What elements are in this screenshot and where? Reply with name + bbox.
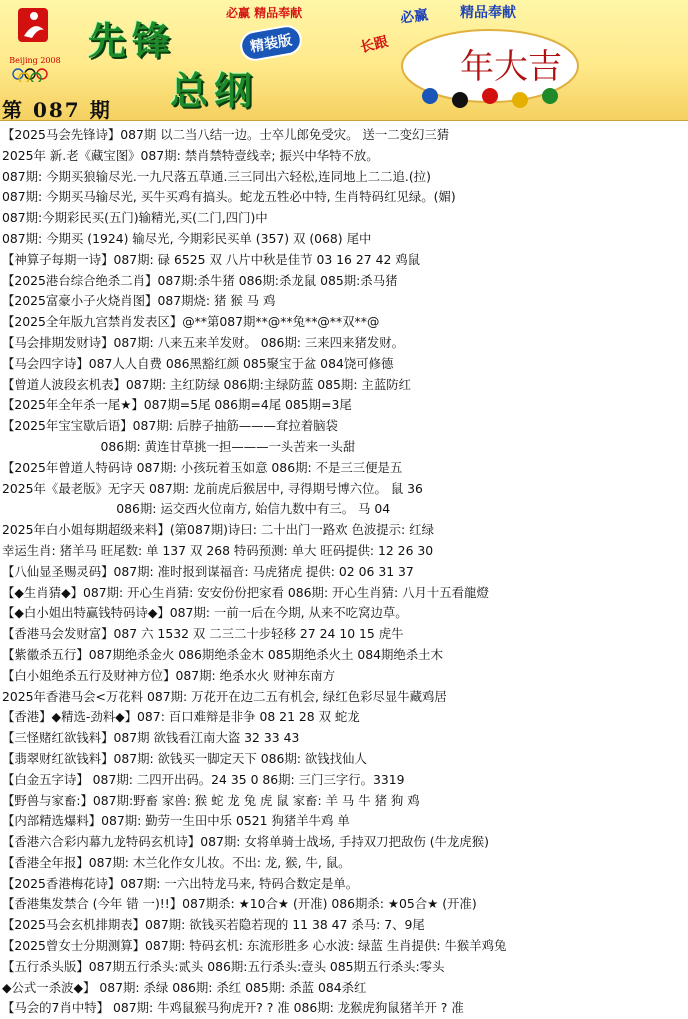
text-line: 【野兽与家畜:】087期:野畜 家兽: 猴 蛇 龙 兔 虎 鼠 家畜: 羊 马 牛 猪 狗 鸡 — [2, 792, 420, 808]
motto-right: 精品奉献 — [460, 5, 516, 21]
text-line: 【白金五字诗】 087期: 二四开出码。24 35 0 86期: 三门三字行。3319 — [2, 771, 405, 787]
title-line-2: 总纲 — [170, 68, 259, 113]
slogan: 长跟 — [358, 33, 390, 57]
text-line: 087期:今期彩民买(五门)输精光,买(二门,四门)中 — [2, 210, 268, 226]
text-line: 【曾道人波段玄机表】087期: 主红防绿 086期:主绿防蓝 085期: 主蓝防红 — [2, 376, 411, 392]
text-line: 【2025富豪小子火烧肖图】087期烧: 猪 猴 马 鸡 — [2, 293, 276, 309]
title-line-1: 先锋 — [88, 18, 177, 63]
text-line: 【香港全年报】087期: 木兰化作女儿妆。不出: 龙, 猴, 牛, 鼠。 — [2, 854, 351, 870]
text-line: 【内部精选爆料】087期: 勤劳一生田中乐 0521 狗猪羊牛鸡 单 — [2, 813, 350, 829]
text-line: 【马会四字诗】087人人自费 086黑豁红颜 085聚宝于盆 084饶可修德 — [2, 355, 394, 371]
text-line: 2025年白小姐每期超级来料】(第087期)诗曰: 二十出门一路欢 色波提示: 红绿 — [2, 522, 434, 538]
text-line: 【香港六合彩内幕九龙特码玄机诗】087期: 女将单骑士战场, 手持双刀把敌伤 (牛龙虎猴) — [2, 834, 489, 850]
prediction-lines — [0, 121, 688, 1019]
text-line: 【2025全年版九宫禁肖发表区】@**第087期**@**兔**@**双**@ — [2, 314, 380, 330]
text-line: 【紫徽杀五行】087期绝杀金火 086期绝杀金木 085期绝杀火土 084期绝杀土木 — [2, 646, 443, 662]
text-line: 【香港】◆精选-劲料◆】087: 百口难辩是非争 08 21 28 双 蛇龙 — [2, 709, 360, 725]
text-line: 【神算子每期一诗】087期: 碌 6525 双 八片中秋是佳节 03 16 27 42 鸡鼠 — [2, 251, 421, 267]
issue-number: 087 — [32, 98, 81, 121]
text-line: 087期: 今期买狼输尽光.一九尺落五草通.三三同出六轻松,连同地上二二追.(拉) — [2, 168, 431, 184]
olympic-rings-icon — [10, 68, 70, 82]
text-line: 【2025年全年杀一尾★】087期=5尾 086期=4尾 085期=3尾 — [2, 397, 352, 413]
text-line: 幸运生肖: 猪羊马 旺尾数: 单 137 双 268 特码预测: 单大 旺码提供: 12 26 30 — [2, 542, 434, 558]
text-line: 2025年 新.老《藏宝图》087期: 禁肖禁特壹线幸; 振兴中华特不放。 — [2, 147, 379, 163]
text-line: 【2025曾女士分期测算】087期: 特码玄机: 东流形胜多 心水波: 绿蓝 生肖提供: 牛猴羊鸡兔 — [2, 938, 507, 954]
text-line: 【翡翠财红欲钱料】087期: 欲钱买一脚定天下 086期: 欲钱找仙人 — [2, 750, 367, 766]
edition-badge: 精装版 — [238, 23, 304, 63]
text-line: 【五行杀头版】087期五行杀头:贰头 086期:五行杀头:壹头 085期五行杀头:零头 — [2, 958, 445, 974]
text-line: 【香港集发禁合 (今年 错 一)!!】087期杀: ★10合★ (开准) 086期杀: ★05合★ (开准) — [2, 896, 477, 912]
text-line: 【三怪赌红欲钱料】087期 欲钱看江南大盗 32 33 43 — [2, 730, 300, 746]
text-line: 【香港马会发财富】087 六 1532 双 二三二十步轻移 27 24 10 15 虎牛 — [2, 626, 404, 642]
text-line: 【◆生肖猜◆】087期: 开心生肖猜: 安安份份把家看 086期: 开心生肖猜: 八月十五看龍燈 — [2, 584, 489, 600]
text-line: 【◆白小姐出特赢钱特码诗◆】087期: 一前一后在今期, 从来不吃窝边草。 — [2, 605, 408, 621]
text-line: 087期: 今期买马输尽光, 买牛买鸡有搞头。蛇龙五牲必中特, 生肖特码红见绿。(媚) — [2, 189, 456, 205]
text-line: 【2025马会玄机排期表】087期: 欲钱买若隐若现的 11 38 47 杀马: 7、9尾 — [2, 917, 425, 933]
issue-suffix: 期 — [89, 98, 112, 121]
tagline: 必赢 精品奉献 — [226, 6, 303, 20]
text-line: 087期: 今期买 (1924) 输尽光, 今期彩民买单 (357) 双 (068) 尾中 — [2, 230, 372, 246]
motto-left: 必赢 — [399, 7, 430, 27]
text-line: 【八仙显圣赐灵码】087期: 准时报到谋福音: 马虎猪虎 提供: 02 06 31 37 — [2, 563, 414, 579]
header-banner — [0, 0, 688, 121]
issue-prefix: 第 — [2, 98, 24, 121]
text-line: ◆公式一杀波◆】 087期: 杀绿 086期: 杀红 085期: 杀蓝 084杀红 — [2, 979, 367, 995]
text-line: 086期: 运交西火位南方, 始信九数中有三。 马 04 — [2, 501, 391, 517]
text-line: 【白小姐绝杀五行及财神方位】087期: 绝杀水火 财神东南方 — [2, 667, 336, 683]
art-caption: 年大吉 — [460, 47, 562, 87]
text-line: 086期: 黄连甘草挑一担———一头苦来一头甜 — [2, 438, 356, 454]
text-line: 【2025港台综合绝杀二肖】087期:杀牛猪 086期:杀龙鼠 085期:杀马猪 — [2, 272, 398, 288]
text-line: 【2025年宝宝歇后语】087期: 后脖子抽筋———耷拉着脑袋 — [2, 418, 338, 434]
text-line: 2025年香港马会<万花料 087期: 万花开在边二五有机会, 绿红色彩尽显牛藏鸡居 — [2, 688, 447, 704]
text-line: 【马会的7肖中特】 087期: 牛鸡鼠猴马狗虎开? ? 准 086期: 龙猴虎狗鼠猪羊开 ? 准 — [2, 1000, 464, 1016]
text-line: 【2025香港梅花诗】087期: 一六出特龙马来, 特码合数定是单。 — [2, 875, 359, 891]
text-line: 【2025年曾道人特码诗 087期: 小孩玩着玉如意 086期: 不是三三便是五 — [2, 459, 403, 475]
mascot-art-icon — [400, 26, 590, 116]
text-line: 【2025马会先锋诗】087期 以二当八结一边。士卒儿郎免受灾。 送一二变幻三猜 — [2, 127, 450, 142]
logo-caption: Beijing 2008 — [9, 56, 61, 65]
text-line: 【马会排期发财诗】087期: 八来五来羊发财。 086期: 三来四来猪发财。 — [2, 334, 405, 350]
text-line: 2025年《最老版》无字天 087期: 龙前虎后猴居中, 寻得期号博六位。 鼠 36 — [2, 480, 423, 496]
issue-number-label — [2, 94, 112, 121]
